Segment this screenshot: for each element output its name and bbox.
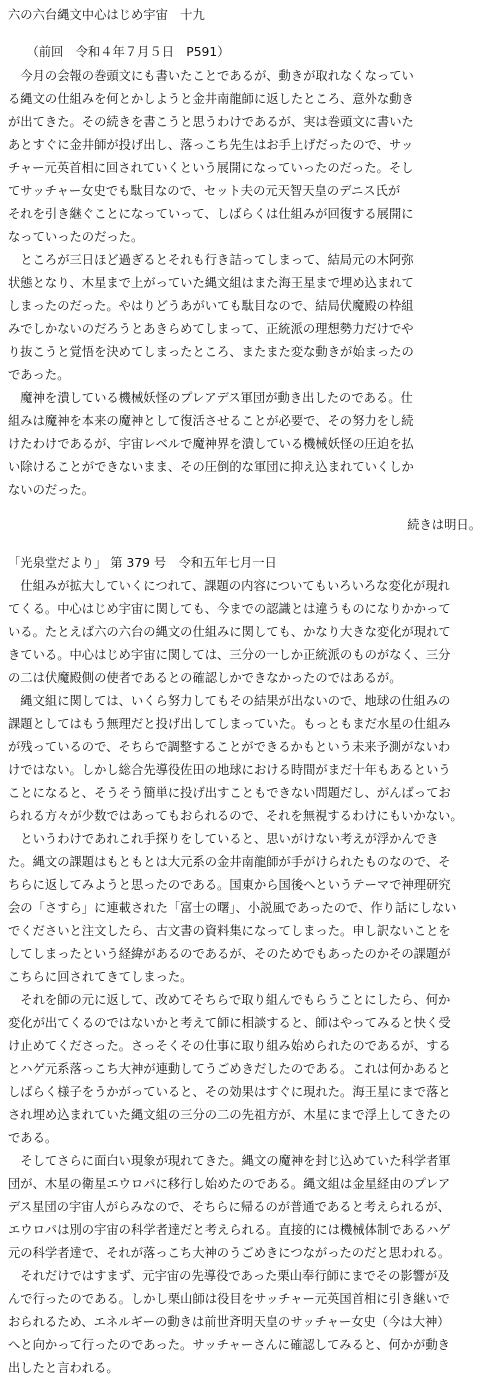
doc1-line: てサッチャー女史でも駄目なので、セット夫の元天智天皇のデニス氏が — [8, 184, 401, 198]
doc1-title: 六の六台縄文中心はじめ宇宙 十九 — [8, 8, 205, 22]
doc2-line: ことになると、そうそう簡単に投げ出すこともできない問題だし、がんばってお — [8, 786, 451, 800]
doc1-previous-note: （前回 令和４年７月５日 P591） — [8, 45, 230, 59]
doc2-line: 団が、木星の衛星エウロパに移行し始めたのである。縄文組は金星経由のプレア — [8, 1177, 451, 1191]
doc2-line: け止めてくださった。さっそくその仕事に取り組み始められたのであるが、する — [8, 1039, 451, 1053]
doc1-line: みでしかないのだろうとあきらめてしまって、正統派の理想勢力だけでや — [8, 322, 414, 336]
doc2-line: 仕組みが拡大していくにつれて、課題の内容についてもいろいろな変化が現れ — [8, 579, 450, 593]
doc1-line: 組みは魔神を本来の魔神として復活させることが必要で、その努力をし続 — [8, 414, 414, 428]
doc1-line: 今月の会報の巻頭文にも書いたことであるが、動きが取れなくなってい — [8, 69, 414, 83]
newsletter-header: 「光泉堂だより」 第 379 号 令和五年七月一日 — [8, 556, 277, 570]
doc1-line: ないのだった。 — [8, 483, 95, 497]
doc1-line: り抜こうと覚悟を決めてしまったところ、またまた変な動きが始まったの — [8, 345, 414, 359]
doc2-line: いる。たとえば六の六台の縄文の仕組みに関しても、かなり大きな変化が現れて — [8, 625, 451, 639]
doc2-line: んで行ったのである。しかし栗山師は役目をサッチャー元英国首相に引き継いで — [8, 1292, 451, 1306]
doc1-line: チャー元英首相に回されていくという展開になっていったのだった。そし — [8, 161, 414, 175]
doc2-line: というわけであれこれ手探りをしていると、思いがけない考えが浮かんでき — [8, 832, 439, 846]
doc2-line: 課題としてはもう無理だと投げ出してしまっていた。もっともまだ水星の仕組み — [8, 717, 451, 731]
doc2-line: エウロパは別の宇宙の科学者達だと考えられる。直接的には機械体制であるハゲ — [8, 1223, 451, 1237]
doc2-line: 会の「さすら」に連載された「富士の曙」、小説風であったので、作り話にしない — [8, 901, 457, 915]
doc2-line: けではない。しかし総合先導役佐田の地球における時間がまだ十年もあるという — [8, 763, 451, 777]
doc2-line: 変化が出てくるのではないかと考えて師に相談すると、師はやってみると快く受 — [8, 1016, 451, 1030]
doc2-line: である。 — [8, 1131, 58, 1145]
doc2-line: の二は伏魔殿側の使者であるとの確認しかできなかったのではあるが。 — [8, 671, 402, 685]
doc2-line: へと向かって行ったのであった。サッチャーさんに確認してみると、何かが動き — [8, 1338, 450, 1352]
doc1-line: る縄文の仕組みを何とかしようと金井南龍師に返したところ、意外な動き — [8, 92, 414, 106]
doc2-line: ちらに返してみようと思ったのである。国東から国後へというテーマで神理研究 — [8, 878, 451, 892]
doc1-line: であった。 — [8, 368, 70, 382]
doc2-line: され埋め込まれていた縄文組の三分の二の先祖方が、木星にまで浮上してきたの — [8, 1108, 451, 1122]
doc2-line: た。縄文の課題はもともとは大元系の金井南龍師が手がけられたものなので、そ — [8, 855, 451, 869]
doc2-line: それだけではすまず、元宇宙の先導役であった栗山奉行師にまでその影響が及 — [8, 1269, 450, 1283]
continued-tomorrow-note: 続きは明日。 — [407, 518, 481, 532]
doc1-line: なっていったのだった。 — [8, 230, 144, 244]
doc2-line: が残っているので、そちらで調整することができるかもという未来予測がないわ — [8, 740, 451, 754]
doc1-line: 状態となり、木星まで上がっていた縄文組はまた海王星まで埋め込まれて — [8, 276, 414, 290]
doc2-line: こちらに回されてきてしまった。 — [8, 970, 193, 984]
doc2-line: してしまったという経緯があるのであるが、そのためでもあったのかその課題が — [8, 947, 451, 961]
doc1-line: それを引き継ぐことになっていって、しばらくは仕組みが回復する展開に — [8, 207, 414, 221]
doc2-line: 元の科学者達で、それが落っこち大神のうごめきにつながったのだと思われる。 — [8, 1246, 451, 1260]
doc1-line: けたわけであるが、宇宙レベルで魔神界を潰している機械妖怪の圧迫を払 — [8, 437, 414, 451]
doc2-line: 縄文組に関しては、いくら努力してもその結果が出ないので、地球の仕組みの — [8, 694, 451, 708]
doc2-line: とハゲ元系落っこち大神が連動してうごめきだしたのである。これは何かあると — [8, 1062, 451, 1076]
doc2-line: られる方々が少数ではあってもおられるので、それを無視するわけにもいかない。 — [8, 809, 463, 823]
doc1-line: ところが三日ほど過ぎるとそれも行き詰ってしまって、結局元の木阿弥 — [8, 253, 414, 267]
doc1-line: あとすぐに金井師が投げ出し、落っこち先生はお手上げだったので、サッ — [8, 138, 414, 152]
doc1-line: い除けることができないまま、その圧倒的な軍団に抑え込まれていくしか — [8, 460, 414, 474]
doc1-line: 魔神を潰している機械妖怪のプレアデス軍団が動き出したのである。仕 — [8, 391, 413, 405]
doc2-line: デス星団の宇宙人がらみなので、そちらに帰るのが普通であると考えられるが、 — [8, 1200, 450, 1214]
doc2-line: 出したと言われる。 — [8, 1361, 119, 1375]
doc1-line: しまったのだった。やはりどうあがいても駄目なので、結局伏魔殿の枠組 — [8, 299, 414, 313]
doc2-line: てくる。中心はじめ宇宙に関しても、今までの認識とは違うものになりかかって — [8, 602, 451, 616]
doc2-line: きている。中心はじめ宇宙に関しては、三分の一しか正統派のものがなく、三分 — [8, 648, 451, 662]
doc2-line: そしてさらに面白い現象が現れてきた。縄文の魔神を封じ込めていた科学者軍 — [8, 1154, 451, 1168]
doc2-line: でくださいと注文したら、古文書の資料集になってしまった。申し訳ないことを — [8, 924, 451, 938]
doc2-line: おられるため、エネルギーの動きは前世斉明天皇のサッチャー女史（今は大神） — [8, 1315, 450, 1329]
doc1-line: が出てきた。その続きを書こうと思うわけであるが、実は巻頭文に書いた — [8, 115, 414, 129]
doc2-line: しばらく様子をうかがっていると、その効果はすぐに現れた。海王星にまで落と — [8, 1085, 451, 1099]
doc2-line: それを師の元に返して、改めてそちらで取り組んでもらうことにしたら、何か — [8, 993, 451, 1007]
